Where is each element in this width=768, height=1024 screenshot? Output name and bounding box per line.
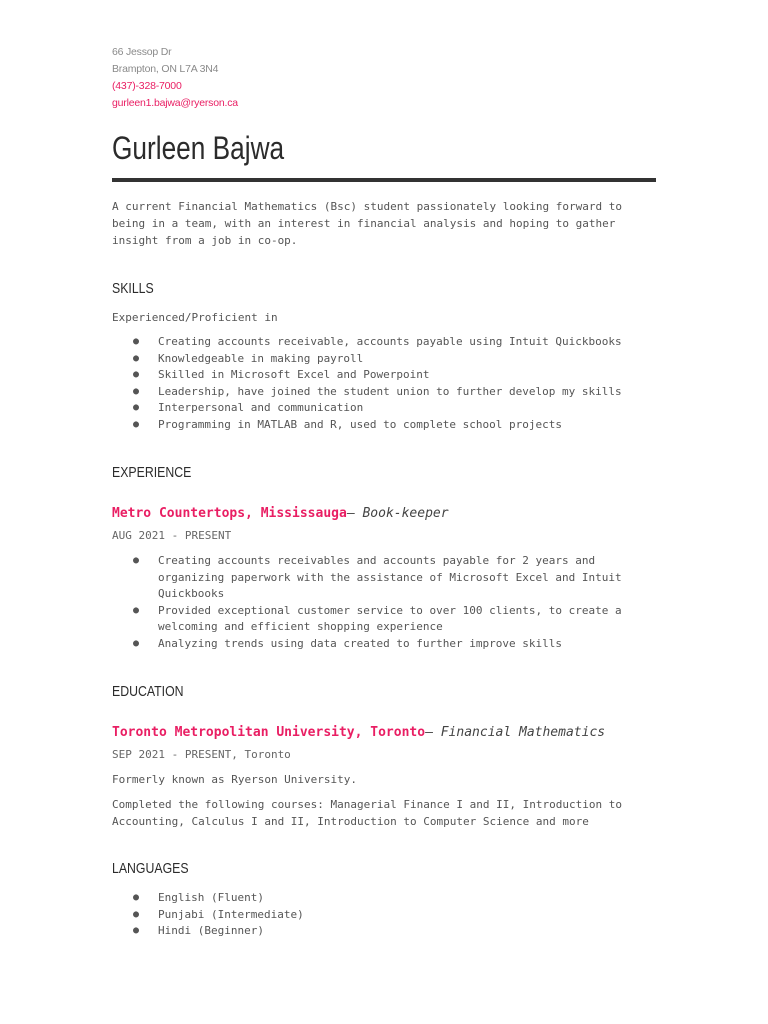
bullet-icon: ● [133, 604, 140, 616]
languages-heading: LANGUAGES [112, 860, 189, 877]
address-street: 66 Jessop Dr [112, 46, 172, 58]
bullet-icon: ● [133, 402, 140, 413]
experience-list [0, 553, 622, 652]
candidate-name: Gurleen Bajwa [112, 130, 285, 166]
list-item [0, 553, 622, 570]
education-note: Formerly known as Ryerson University. [112, 773, 358, 786]
company-name: Metro Countertops, Mississauga [112, 506, 347, 521]
skill-text: Skilled in Microsoft Excel and Powerpoint [158, 368, 430, 381]
list-item [0, 400, 622, 417]
list-item [0, 603, 622, 620]
list-item [0, 367, 622, 384]
email-address: gurleen1.bajwa@ryerson.ca [112, 97, 238, 109]
summary-line-3: insight from a job in co-op. [112, 234, 298, 247]
language-text: English (Fluent) [158, 891, 264, 904]
list-item [0, 890, 304, 907]
program-name: Financial Mathematics [440, 725, 606, 740]
list-item [0, 384, 622, 401]
language-text: Hindi (Beginner) [158, 924, 264, 937]
skills-list [0, 334, 622, 433]
experience-heading: EXPERIENCE [112, 464, 192, 481]
skill-text: Creating accounts receivable, accounts payable using Intuit Quickbooks [158, 335, 622, 348]
list-item [0, 636, 622, 653]
list-item-continuation [0, 619, 622, 636]
experience-text: Analyzing trends using data created to further improve skills [158, 636, 562, 650]
experience-text: Creating accounts receivables and accounts payable for 2 years and [158, 554, 596, 567]
education-entry-title [112, 725, 605, 740]
language-text: Punjabi (Intermediate) [158, 907, 304, 921]
title-divider [112, 178, 656, 182]
experience-date: AUG 2021 - PRESENT [112, 529, 232, 542]
skill-text: Interpersonal and communication [158, 401, 364, 414]
bullet-icon: ● [133, 385, 140, 397]
title-separator: — [425, 725, 441, 740]
summary-line-1: A current Financial Mathematics (Bsc) student passionately looking forward to [112, 200, 622, 213]
experience-entry-title [112, 506, 449, 521]
bullet-icon: ● [133, 418, 140, 430]
skills-intro: Experienced/Proficient in [112, 311, 278, 324]
skills-heading: SKILLS [112, 280, 154, 297]
list-item [0, 417, 622, 434]
bullet-icon: ● [133, 925, 140, 936]
bullet-icon: ● [133, 369, 140, 380]
experience-text: welcoming and efficient shopping experience [158, 620, 443, 633]
list-item [0, 334, 622, 351]
bullet-icon: ● [133, 336, 140, 347]
experience-text: Provided exceptional customer service to over 100 clients, to create a [158, 603, 622, 617]
list-item-continuation [0, 586, 622, 603]
school-name: Toronto Metropolitan University, Toronto [112, 725, 426, 740]
skill-text: Programming in MATLAB and R, used to complete school projects [158, 417, 562, 431]
courses-line-1: Completed the following courses: Managerial Finance I and II, Introduction to [112, 798, 622, 811]
experience-text: Quickbooks [158, 587, 225, 600]
languages-list [0, 890, 304, 940]
bullet-icon: ● [133, 892, 140, 903]
education-heading: EDUCATION [112, 683, 184, 700]
summary-line-2: being in a team, with an interest in financial analysis and hoping to gather [112, 217, 616, 230]
education-date: SEP 2021 - PRESENT, Toronto [112, 748, 291, 761]
job-role: Book-keeper [362, 506, 449, 521]
courses-line-2: Accounting, Calculus I and II, Introduction to Computer Science and more [112, 815, 589, 828]
bullet-icon: ● [133, 908, 140, 920]
bullet-icon: ● [133, 637, 140, 649]
title-separator: — [346, 506, 363, 521]
skill-text: Leadership, have joined the student union to further develop my skills [158, 384, 622, 398]
bullet-icon: ● [133, 555, 140, 566]
list-item [0, 351, 622, 368]
list-item [0, 907, 304, 924]
skill-text: Knowledgeable in making payroll [158, 351, 364, 365]
list-item [0, 923, 304, 940]
phone-number: (437)-328-7000 [112, 80, 182, 92]
experience-text: organizing paperwork with the assistance of Microsoft Excel and Intuit [158, 570, 622, 584]
list-item-continuation [0, 570, 622, 587]
bullet-icon: ● [133, 352, 140, 364]
address-city: Brampton, ON L7A 3N4 [112, 63, 219, 75]
